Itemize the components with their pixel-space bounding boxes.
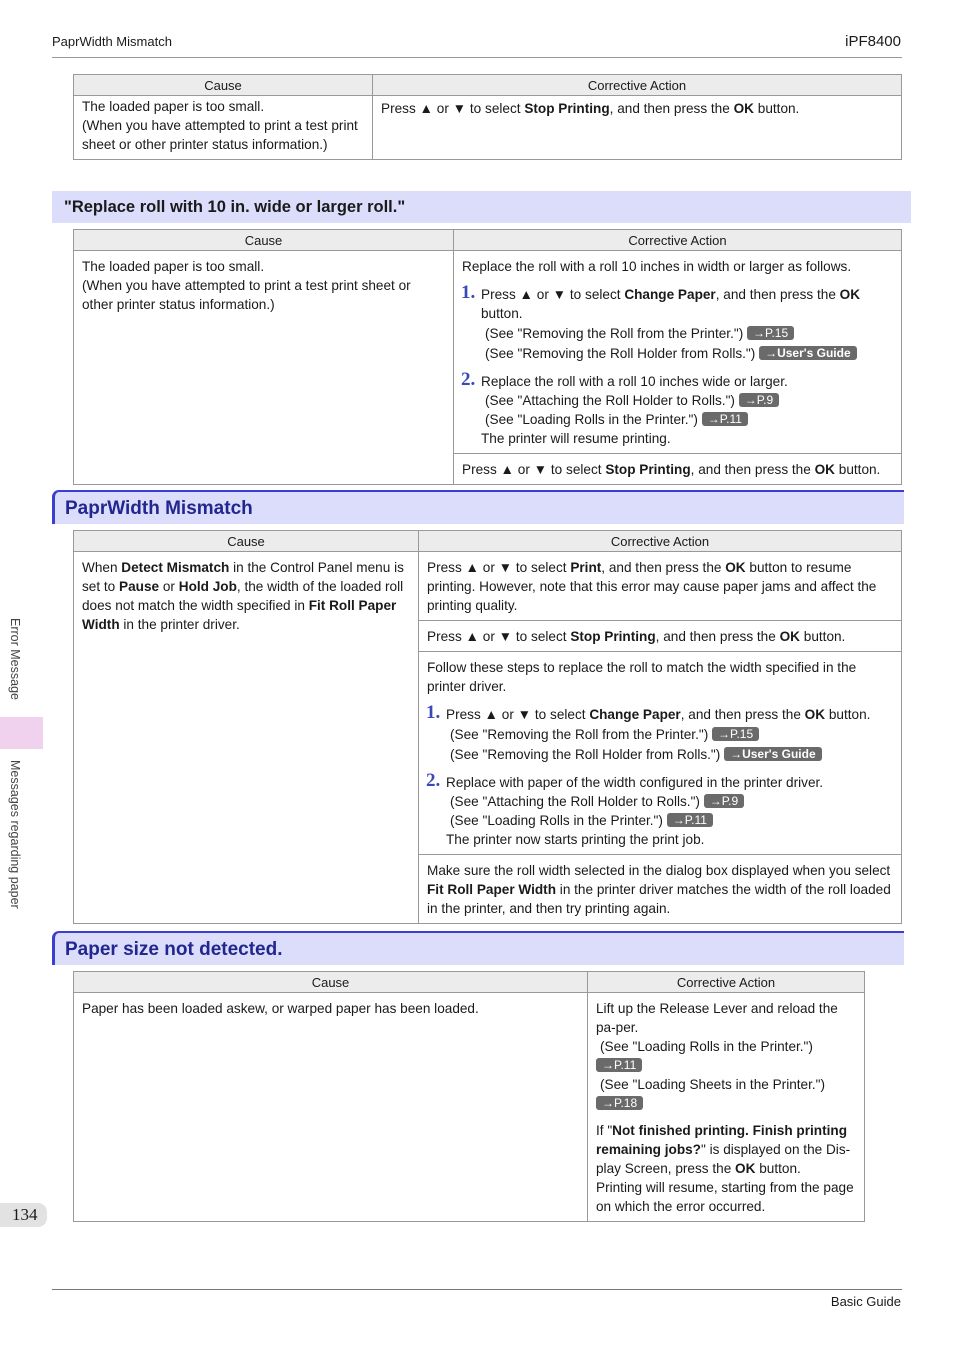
page-reference-link[interactable]: →P.15 — [712, 727, 759, 741]
up-arrow-icon: ▲ — [500, 462, 514, 477]
cause-cell — [74, 96, 373, 160]
step-1: 1. Press ▲ or ▼ to select Change Paper, and then press the OK button. (See "Removing the Roll from the Printer.") →P.15 (See "Removing the Roll Holder from Rolls.") →User's Guide — [461, 282, 861, 361]
cause-header: Cause — [74, 531, 419, 552]
up-arrow-icon: ▲ — [519, 287, 533, 302]
step-1: 1. Press ▲ or ▼ to select Change Paper, and then press the OK button. (See "Removing the Roll from the Printer.") →P.15 (See "Removing the Roll Holder from Rolls.") →User's Guide — [426, 702, 871, 762]
action-header: Corrective Action — [419, 531, 902, 552]
cause-action-table-paprwidth — [73, 530, 902, 924]
section-title: PaprWidth Mismatch — [65, 498, 253, 519]
up-arrow-icon: ▲ — [465, 560, 479, 575]
action-cell: Press ▲ or ▼ to select Stop Printing, and then press the OK button. — [454, 454, 902, 485]
page-number: 134 — [0, 1203, 47, 1227]
page-reference-link[interactable]: →P.9 — [704, 794, 744, 808]
action-header: Corrective Action — [454, 230, 902, 251]
side-chapter-marker — [0, 717, 43, 749]
section-title: "Replace roll with 10 in. wide or larger roll." — [64, 198, 406, 216]
down-arrow-icon: ▼ — [552, 287, 567, 302]
cause-action-table-top — [73, 74, 902, 160]
up-arrow-icon: ▲ — [484, 707, 498, 722]
action-cell: Replace the roll with a roll 10 inches in width or larger as follows. 1. Press ▲ or ▼ to select Change Paper, and then press the OK button. (See "Removing the Roll from the Printer.") →P.15 (See "Removing the Roll Holder from Rolls.") →User's Guide 2. Replace the roll with a roll 10 inches wide or larger. (See "Attaching the Roll Holder to Rolls.") →P.9 (See "Loading Rolls in the Printer.") →P.11 The printer will resume printing. — [454, 251, 902, 454]
users-guide-link[interactable]: →User's Guide — [724, 747, 822, 761]
section-title: Paper size not detected. — [65, 939, 283, 960]
cause-header: Cause — [74, 230, 454, 251]
step-number: 2. — [461, 369, 476, 390]
section-heading-paprwidth-mismatch — [52, 490, 904, 524]
cause-cell: The loaded paper is too small. (When you have attempted to print a test print sheet or other printer status information.) — [74, 251, 454, 485]
cause-line: (When you have attempted to print a test print — [82, 118, 358, 133]
page-reference-link[interactable]: →P.11 — [702, 412, 748, 426]
cause-action-table-paper-size — [73, 971, 865, 1222]
down-arrow-icon: ▼ — [498, 560, 513, 575]
page-reference-link[interactable]: →P.18 — [596, 1096, 643, 1110]
step-2: 2. Replace the roll with a roll 10 inches wide or larger. (See "Attaching the Roll Holder to Rolls.") →P.9 (See "Loading Rolls in the Printer.") →P.11 The printer will resume printing. — [461, 369, 788, 446]
running-header-model: iPF8400 — [845, 33, 901, 50]
action-cell: Press ▲ or ▼ to select Stop Printing, and then press the OK button. — [373, 96, 902, 160]
side-chapter-label: Error Message — [8, 618, 22, 700]
users-guide-link[interactable]: →User's Guide — [759, 346, 857, 360]
cause-line: The loaded paper is too small. — [82, 99, 265, 114]
action-cell: Press ▲ or ▼ to select Print, and then press the OK button to resume printing. However, note that this error may cause paper jams and affect the printing quality. — [419, 552, 902, 621]
action-cell: Press ▲ or ▼ to select Stop Printing, and then press the OK button. — [419, 621, 902, 652]
cause-line: sheet or other printer status information.) — [82, 137, 328, 152]
step-number: 2. — [426, 770, 441, 791]
step-number: 1. — [461, 282, 476, 303]
cause-header: Cause — [74, 972, 588, 993]
cause-action-table-replace-roll — [73, 229, 902, 485]
step-number: 1. — [426, 702, 441, 723]
step-2: 2. Replace with paper of the width configured in the printer driver. (See "Attaching the Roll Holder to Rolls.") →P.9 (See "Loading Rolls in the Printer.") →P.11 The printer now starts printing the print job. — [426, 770, 824, 847]
page-reference-link[interactable]: →P.15 — [747, 326, 794, 340]
up-arrow-icon: ▲ — [419, 101, 433, 116]
cause-cell: When Detect Mismatch in the Control Panel menu is set to Pause or Hold Job, the width of the loaded roll does not match the width specified in Fit Roll Paper Width in the printer driver. — [74, 552, 419, 924]
action-header: Corrective Action — [588, 972, 865, 993]
footer-divider — [52, 1289, 902, 1290]
action-cell: Make sure the roll width selected in the dialog box displayed when you select Fit Roll Paper Width in the printer driver matches the width of the roll loaded in the printer, and then try printing again. — [419, 855, 902, 924]
side-subsection-label: Messages regarding paper — [8, 760, 22, 909]
cause-header: Cause — [74, 75, 373, 96]
action-header: Corrective Action — [373, 75, 902, 96]
page-reference-link[interactable]: →P.9 — [739, 393, 779, 407]
down-arrow-icon: ▼ — [533, 462, 548, 477]
section-heading-paper-size-not-detected — [52, 931, 904, 965]
footer-guide-title: Basic Guide — [830, 1294, 901, 1309]
action-cell: Follow these steps to replace the roll to match the width specified in the printer driver. 1. Press ▲ or ▼ to select Change Paper, and then press the OK button. (See "Removing the Roll from the Printer.") →P.15 (See "Removing the Roll Holder from Rolls.") →User's Guide 2. Replace with paper of the width configured in the printer driver. (See "Attaching the Roll Holder to Rolls.") →P.9 (See "Loading Rolls in the Printer.") →P.11 The printer now starts printing the print job. — [419, 652, 902, 855]
action-cell: Lift up the Release Lever and reload the pa-per. (See "Loading Rolls in the Printer.") →P.11 (See "Loading Sheets in the Printer.") →P.18 If "Not finished printing. Finish printing remaining jobs?" is displayed on the Dis-play Screen, press the OK button. Printing will resume, starting from the page on which the error occurred. — [588, 993, 865, 1222]
up-arrow-icon: ▲ — [465, 629, 479, 644]
down-arrow-icon: ▼ — [452, 101, 467, 116]
down-arrow-icon: ▼ — [517, 707, 532, 722]
cause-cell: Paper has been loaded askew, or warped paper has been loaded. — [74, 993, 588, 1222]
header-divider — [52, 57, 902, 58]
page-reference-link[interactable]: →P.11 — [596, 1058, 642, 1072]
down-arrow-icon: ▼ — [498, 629, 513, 644]
page-reference-link[interactable]: →P.11 — [667, 813, 713, 827]
section-heading-replace-roll — [52, 191, 911, 223]
running-header-section: PaprWidth Mismatch — [52, 34, 172, 49]
